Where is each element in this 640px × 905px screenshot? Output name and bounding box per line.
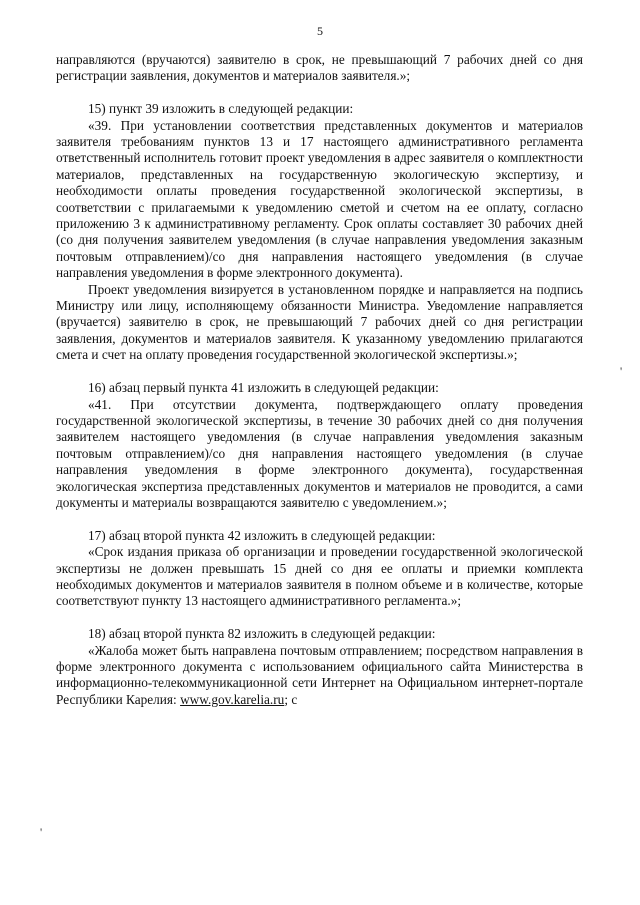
paragraph-complaint	[56, 643, 583, 709]
paragraph-notification-draft: Проект уведомления визируется в установленном порядке и направляется на подпись Министру или лицу, исполняющему обязанности Министра. Уведомление направляется (вручается) заявителю в срок, не превышающий 7 рабочих дней со дня регистрации заявления, документов и материалов заявителя. К указанному уведомлению прилагаются смета и счет на оплату проведения государственной экологической экспертизы.»;	[56, 281, 583, 363]
page-number: 5	[317, 24, 323, 38]
document-body	[56, 52, 583, 708]
paragraph-item-15: 15) пункт 39 изложить в следующей редакции:	[88, 101, 354, 117]
paragraph-point-39: «39. При установлении соответствия представленных документов и материалов заявителя требованиям пунктов 13 и 17 настоящего административного регламента ответственный исполнитель готовит проект уведомления в адрес заявителя о комплектности материалов, представленных на государственную экологическую экспертизу, и необходимости оплаты проведения государственной экологической экспертизы, в соответствии с прилагаемыми к уведомлению сметой и счетом на ее оплату, согласно приложению 3 к административному регламенту. Срок оплаты составляет 30 рабочих дней (со дня получения заявителем уведомления (в случае направления уведомления заказным почтовым отправлением)/со дня направления настоящего уведомления (в случае направления уведомления в форме электронного документа).	[56, 117, 583, 281]
paragraph-item-18: 18) абзац второй пункта 82 изложить в следующей редакции:	[88, 626, 436, 642]
paragraph-item-16: 16) абзац первый пункта 41 изложить в следующей редакции:	[88, 380, 439, 396]
complaint-tail: ; с	[284, 691, 298, 707]
paragraph-point-41: «41. При отсутствии документа, подтверждающего оплату проведения государственной экологической экспертизы, в течение 30 рабочих дней со дня получения заявителем настоящего уведомления (в случае направления уведомления заказным почтовым отправлением)/со дня направления настоящего уведомления (в случае направления уведомления в форме электронного документа), государственная экологическая экспертиза представленных документов и материалов не проводится, а сами документы и материалы возвращаются заявителю с уведомлением.»;	[56, 396, 583, 510]
paragraph-continuation: направляются (вручаются) заявителю в срок, не превышающий 7 рабочих дней со дня регистрации заявления, документов и материалов заявителя.»;	[56, 52, 583, 84]
paragraph-point-42: «Срок издания приказа об организации и проведении государственной экологической экспертизы не должен превышать 15 дней со дня ее оплаты и приемки комплекта необходимых документов и материалов заявителя в полном объеме и в количестве, которые соответствуют пункту 13 настоящего административного регламента.»;	[56, 544, 583, 609]
paragraph-item-17: 17) абзац второй пункта 42 изложить в следующей редакции:	[88, 527, 436, 543]
complaint-text: «Жалоба может быть направлена почтовым отправлением; посредством направления в форме электронного документа с использованием официального сайта Министерства в информационно-телекоммуникационной сети Интернет на Официальном интернет-портале Республики Карелия:	[56, 642, 583, 707]
margin-mark-right: '	[620, 364, 623, 378]
margin-mark-left: '	[40, 825, 43, 839]
gov-karelia-link[interactable]: www.gov.karelia.ru	[180, 691, 285, 707]
